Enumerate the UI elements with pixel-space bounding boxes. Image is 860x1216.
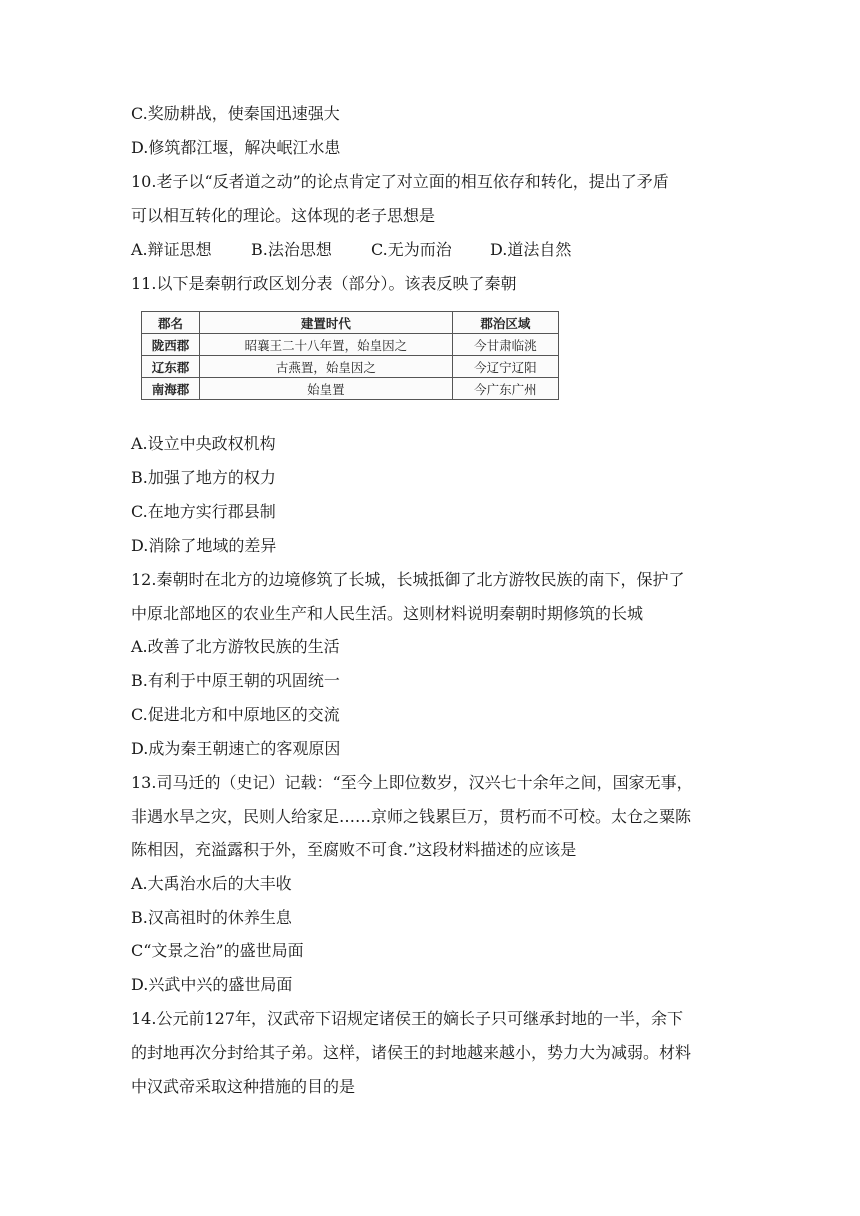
q11-stem: 11.以下是秦朝行政区划分表（部分）。该表反映了秦朝 [131,274,517,293]
q13-option-b: B.汉高祖时的休养生息 [131,908,292,927]
q10-stem-line2: 可以相互转化的理论。这体现的老子思想是 [131,206,436,225]
q10-stem-line1: 10.老子以“反者道之动”的论点肯定了对立面的相互依存和转化，提出了矛盾 [131,172,669,191]
q13-option-a: A.大禹治水后的大丰收 [131,874,292,893]
table-row [142,378,559,400]
q11-option-a: A.设立中央政权机构 [131,434,276,453]
q12-option-d: D.成为秦王朝速亡的客观原因 [131,739,341,758]
q10-option-d: D.道法自然 [490,240,572,259]
table-cell: 陇西郡 [142,334,200,356]
q12-option-c: C.促进北方和中原地区的交流 [131,705,340,724]
q13-option-c: C“文景之治”的盛世局面 [131,941,304,960]
q10-option-a: A.辩证思想 [131,240,212,259]
q10-options [131,240,571,260]
q9-option-c: C.奖励耕战，使秦国迅速强大 [131,104,340,123]
q12-option-a: A.改善了北方游牧民族的生活 [131,637,340,656]
table-cell: 今甘肃临洮 [452,334,558,356]
q10-option-c: C.无为而治 [371,240,452,259]
q14-stem-line1: 14.公元前127年，汉武帝下诏规定诸侯王的嫡长子只可继承封地的一半，余下 [131,1009,683,1028]
table-header: 建置时代 [200,312,453,334]
table-header-row [142,312,559,334]
table-cell: 今广东广州 [452,378,558,400]
q12-option-b: B.有利于中原王朝的巩固统一 [131,671,340,690]
q14-stem-line3: 中汉武帝采取这种措施的目的是 [131,1077,356,1096]
qin-admin-table [141,311,559,400]
q9-option-d: D.修筑都江堰，解决岷江水患 [131,138,341,157]
table-cell: 南海郡 [142,378,200,400]
q12-stem-line2: 中原北部地区的农业生产和人民生活。这则材料说明秦朝时期修筑的长城 [131,604,644,623]
table-row [142,356,559,378]
table-cell: 古燕置，始皇因之 [200,356,453,378]
q13-stem-line2: 非遇水旱之灾，民则人给家足……京师之钱累巨万，贯朽而不可校。太仓之粟陈 [131,807,692,826]
q11-option-b: B.加强了地方的权力 [131,468,276,487]
table-header: 郡名 [142,312,200,334]
table-row [142,334,559,356]
table-cell: 昭襄王二十八年置，始皇因之 [200,334,453,356]
table-cell: 辽东郡 [142,356,200,378]
table-cell: 始皇置 [200,378,453,400]
q11-option-d: D.消除了地域的差异 [131,536,277,555]
q11-option-c: C.在地方实行郡县制 [131,502,276,521]
q13-stem-line3: 陈相因，充溢露积于外，至腐败不可食.”这段材料描述的应该是 [131,840,577,859]
table-header: 郡治区域 [452,312,558,334]
q14-stem-line2: 的封地再次分封给其子弟。这样，诸侯王的封地越来越小，势力大为减弱。材料 [131,1043,692,1062]
q12-stem-line1: 12.秦朝时在北方的边境修筑了长城，长城抵御了北方游牧民族的南下，保护了 [131,570,685,589]
q10-option-b: B.法治思想 [251,240,332,259]
q13-stem-line1: 13.司马迁的（史记）记载：“至今上即位数岁，汉兴七十余年之间，国家无事， [131,773,693,792]
table-cell: 今辽宁辽阳 [452,356,558,378]
q13-option-d: D.兴武中兴的盛世局面 [131,975,293,994]
